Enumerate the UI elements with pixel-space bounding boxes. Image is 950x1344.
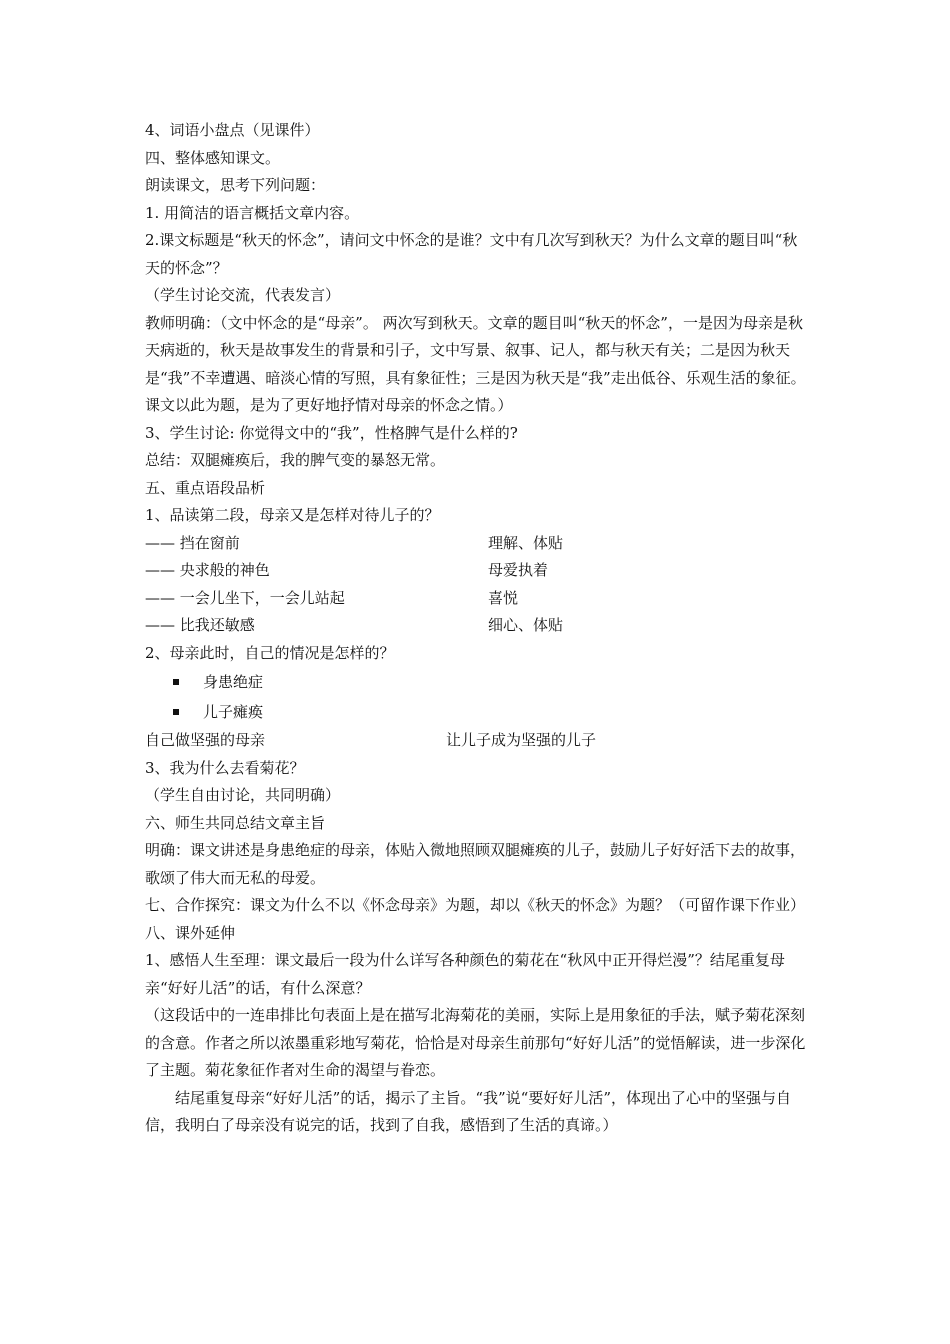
question-mother: 1、品读第二段，母亲又是怎样对待儿子的？ <box>145 506 440 524</box>
pair-right: 让儿子成为坚强的儿子 <box>446 731 597 749</box>
question-2: 2.课文标题是“秋天的怀念”，请问文中怀念的是谁？文中有几次写到秋天？为什么文章的题目叫“秋天的怀念”？ <box>145 231 798 277</box>
list-item <box>145 667 810 697</box>
theme-statement: 明确：课文讲述是身患绝症的母亲，体贴入微地照顾双腿瘫痪的儿子，鼓励儿子好好活下去的故事，歌颂了伟大而无私的母爱。 <box>145 841 806 887</box>
table-cell-left: —— 央求般的神色 <box>145 561 270 579</box>
table-cell-right: 母爱执着 <box>488 561 549 579</box>
question-3: 3、学生讨论: 你觉得文中的“我”，性格脾气是什么样的? <box>145 423 518 442</box>
table-cell-left: —— 一会儿坐下，一会儿站起 <box>145 588 345 607</box>
table-cell-right: 细心、体贴 <box>488 616 564 634</box>
section-heading-5: 五、重点语段品析 <box>145 478 266 497</box>
table-cell-left: —— 比我还敏感 <box>145 616 255 634</box>
item-vocabulary: 4、词语小盘点（见课件） <box>145 121 320 139</box>
list-item-text: 身患绝症 <box>203 673 264 691</box>
list-item-text: 儿子瘫痪 <box>203 703 264 721</box>
list-item <box>145 697 810 727</box>
bullet-icon <box>173 679 179 685</box>
extension-question: 1、感悟人生至理：课文最后一段为什么详写各种颜色的菊花在“秋风中正开得烂漫”？结尾重复母亲“好好儿活”的话，有什么深意？ <box>145 951 785 997</box>
note-free-discussion: （学生自由讨论，共同明确） <box>145 786 341 804</box>
table-row <box>145 557 810 585</box>
question-1: 1. 用简洁的语言概括文章内容。 <box>145 203 360 222</box>
table-cell-right: 理解、体贴 <box>488 533 564 552</box>
table-row <box>145 530 810 558</box>
pair-left: 自己做坚强的母亲 <box>145 731 266 749</box>
question-chrysanthemum: 3、我为什么去看菊花？ <box>145 758 305 777</box>
section-heading-8: 八、课外延伸 <box>145 923 236 942</box>
document-content <box>145 117 810 1140</box>
section-heading-4: 四、整体感知课文。 <box>145 148 281 167</box>
section-heading-6: 六、师生共同总结文章主旨 <box>145 813 326 832</box>
summary: 总结：双腿瘫痪后，我的脾气变的暴怒无常。 <box>145 451 446 469</box>
table-row <box>145 612 810 640</box>
note-discussion: （学生讨论交流，代表发言） <box>145 286 341 304</box>
table-row <box>145 585 810 613</box>
table-cell-right: 喜悦 <box>488 588 519 607</box>
extension-conclusion: 结尾重复母亲“好好儿活”的话，揭示了主旨。“我”说“要好好儿活”，体现出了心中的坚强与自信，我明白了母亲没有说完的话，找到了自我，感悟到了生活的真谛。） <box>145 1088 792 1134</box>
question-mother-situation: 2、母亲此时，自己的情况是怎样的？ <box>145 643 395 662</box>
instruction-read: 朗读课文，思考下列问题： <box>145 176 326 194</box>
bullet-icon <box>173 709 179 715</box>
mother-table <box>145 530 810 640</box>
pair-row <box>145 727 810 755</box>
table-cell-left: —— 挡在窗前 <box>145 533 240 552</box>
section-heading-7: 七、合作探究：课文为什么不以《怀念母亲》为题，却以《秋天的怀念》为题？（可留作课下作业） <box>145 896 806 914</box>
teacher-clarification: 教师明确：（文中怀念的是“母亲”。 两次写到秋天。文章的题目叫“秋天的怀念”，一是因为母亲是秋天病逝的，秋天是故事发生的背景和引子，文中写景、叙事、记人，都与秋天有关；二是因为秋天是“我”不幸遭遇、暗淡心情的写照，具有象征性；三是因为秋天是“我”走出低谷、乐观生活的象征。课文以此为题，是为了更好地抒情对母亲的怀念之情。） <box>145 313 806 414</box>
extension-answer: （这段话中的一连串排比句表面上是在描写北海菊花的美丽，实际上是用象征的手法，赋予菊花深刻的含意。作者之所以浓墨重彩地写菊花，恰恰是对母亲生前那句“好好儿活”的觉悟解读，进一步深化了主题。菊花象征作者对生命的渴望与眷恋。 <box>145 1006 806 1079</box>
